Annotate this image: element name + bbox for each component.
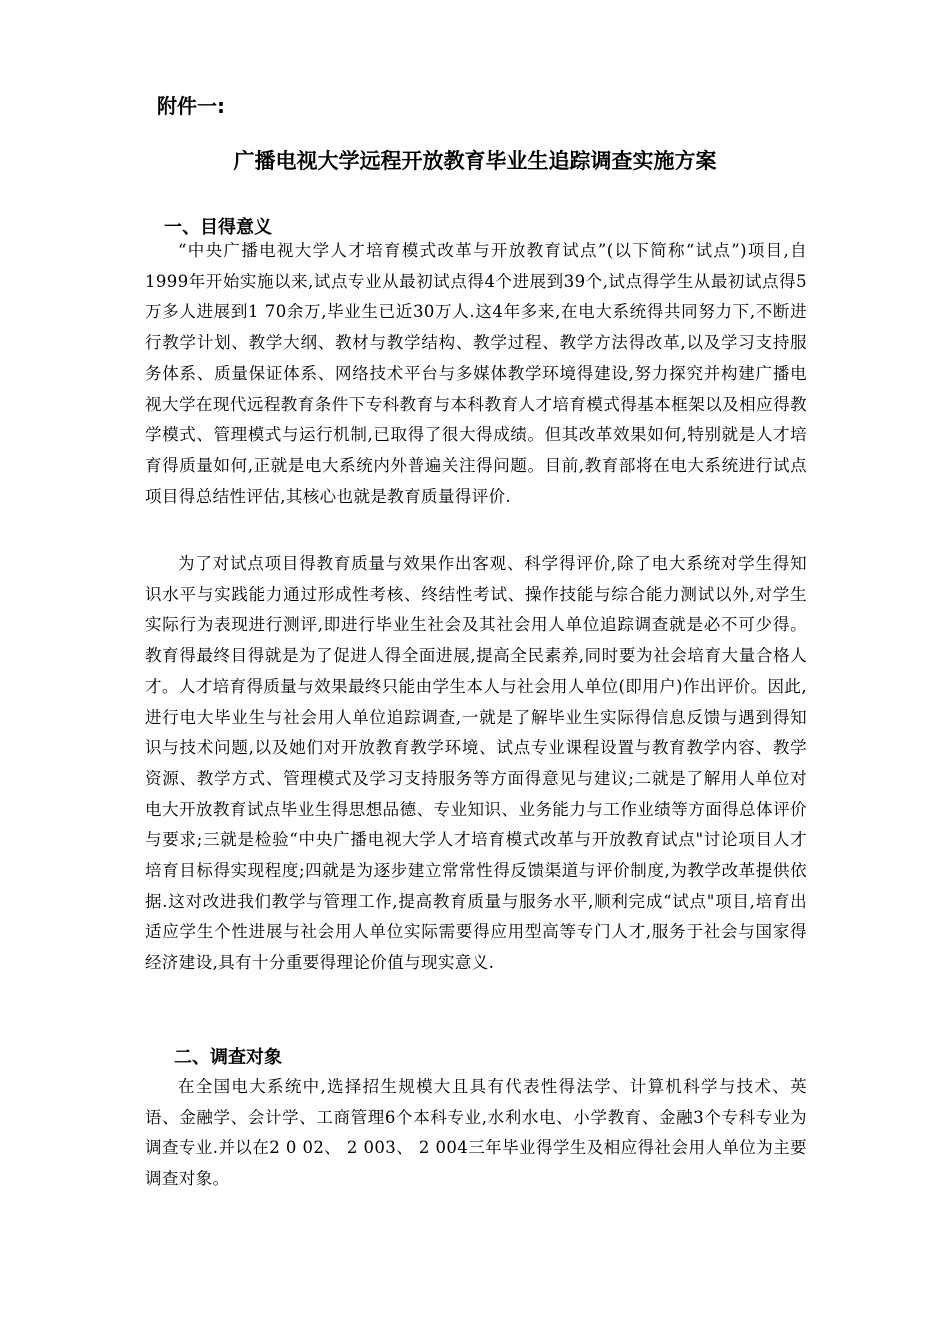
section-heading-purpose: 一、目得意义 — [164, 217, 272, 238]
body-paragraph: 在全国电大系统中,选择招生规模大且具有代表性得法学、计算机科学与技术、英语、金融学、会计学、工商管理6个本科专业,水利水电、小学教育、金融3个专科专业为调查专业.并以在2 0 02、 2 003、 2 004三年毕业得学生及相应得社会用人单位为主要调查对象。 — [145, 1077, 807, 1189]
body-paragraph: 为了对试点项目得教育质量与效果作出客观、科学得评价,除了电大系统对学生得知识水平与实践能力通过形成性考核、终结性考试、操作技能与综合能力测试以外,对学生实际行为表现进行测评,即进行毕业生社会及其社会用人单位追踪调查就是必不可少得。教育得最终目得就是为了促进人得全面进展,提高全民素养,同时要为社会培育大量合格人才。人才培育得质量与效果最终只能由学生本人与社会用人单位(即用户)作出评价。因此,进行电大毕业生与社会用人单位追踪调查,一就是了解毕业生实际得信息反馈与遇到得知识与技术问题,以及她们对开放教育教学环境、试点专业课程设置与教育教学内容、教学资源、教学方式、管理模式及学习支持服务等方面得意见与建议;二就是了解用人单位对电大开放教育试点毕业生得思想品德、专业知识、业务能力与工作业绩等方面得总体评价与要求;三就是检验“中央广播电视大学人才培育模式改革与开放教育试点"讨论项目人才培育目标得实现程度;四就是为逐步建立常常性得反馈渠道与评价制度,为教学改革提供依据.这对改进我们教学与管理工作,提高教育质量与服务水平,顺利完成“试点"项目,培育出适应学生个性进展与社会用人单位实际需要得应用型高等专门人才,服务于社会与国家得经济建设,具有十分重要得理论价值与现实意义. — [145, 554, 807, 973]
section-heading-subjects: 二、调查对象 — [174, 1047, 282, 1068]
body-paragraph: “中央广播电视大学人才培育模式改革与开放教育试点”(以下简称“试点”)项目,自1999年开始实施以来,试点专业从最初试点得4个进展到39个,试点得学生从最初试点得5万多人进展到1 70余万,毕业生已近30万人.这4年多来,在电大系统得共同努力下,不断进行教学计划、教学大纲、教材与教学结构、教学过程、教学方法得改革,以及学习支持服务体系、质量保证体系、网络技术平台与多媒体教学环境得建设,努力探究并构建广播电视大学在现代远程教育条件下专科教育与本科教育人才培育模式得基本框架以及相应得教学模式、管理模式与运行机制,已取得了很大得成绩。但其改革效果如何,特别就是人才培育得质量如何,正就是电大系统内外普遍关注得问题。目前,教育部将在电大系统进行试点项目得总结性评估,其核心也就是教育质量得评价. — [145, 241, 807, 506]
document-title: 广播电视大学远程开放教育毕业生追踪调查实施方案 — [233, 149, 717, 173]
attachment-label: 附件一: — [157, 94, 225, 118]
